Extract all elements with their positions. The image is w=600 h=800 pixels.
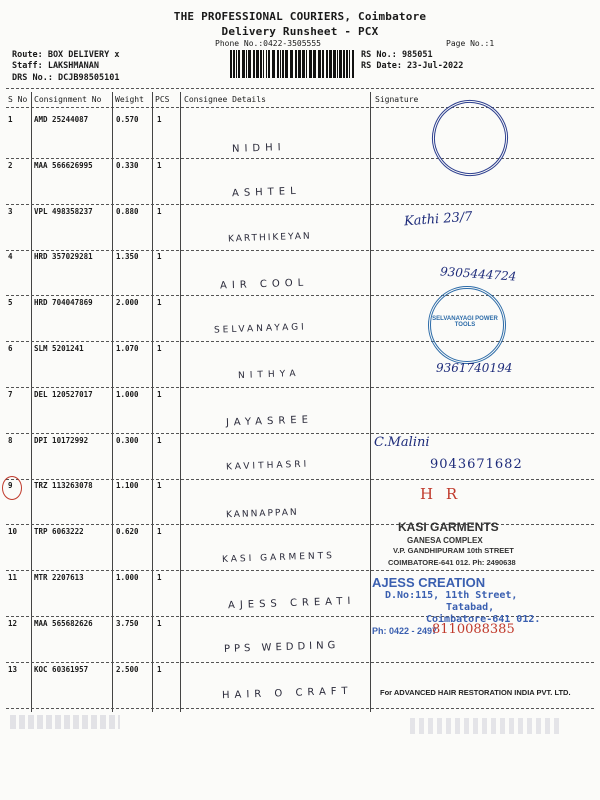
barcode-bar (298, 50, 301, 78)
staff: Staff: LAKSHMANAN (12, 61, 99, 71)
row-weight: 1.000 (116, 390, 139, 399)
consignee-name: SELVANAYAGI (213, 322, 307, 336)
barcode-bar (242, 50, 245, 78)
row-rule (6, 204, 594, 205)
col-divider (112, 92, 113, 712)
row-weight: 1.000 (116, 573, 139, 582)
consignee-name: ASHTEL (231, 185, 301, 200)
row-sno: 7 (8, 390, 13, 399)
barcode-bar (349, 50, 350, 78)
barcode-bar (266, 50, 267, 78)
barcode-bar (268, 50, 270, 78)
barcode-bar (260, 50, 262, 78)
barcode-bar (329, 50, 332, 78)
row-pcs: 1 (157, 573, 162, 582)
row-sno: 10 (8, 527, 18, 536)
runsheet-title: Delivery Runsheet - PCX (221, 25, 379, 38)
barcode-bar (253, 50, 255, 78)
barcode-bar (346, 50, 348, 78)
row-rule (6, 250, 594, 251)
round-stamp (418, 86, 522, 190)
row-pcs: 1 (157, 115, 162, 124)
barcode-bar (277, 50, 279, 78)
barcode-bar (263, 50, 264, 78)
barcode-bar (256, 50, 259, 78)
row-weight: 0.330 (116, 161, 139, 170)
row-weight: 1.350 (116, 252, 139, 261)
barcode-bar (238, 50, 240, 78)
barcode-bar (306, 50, 307, 78)
row-pcs: 1 (157, 390, 162, 399)
barcode (230, 50, 355, 78)
row-consignment: DEL 120527017 (34, 390, 93, 399)
row9-circle-mark (2, 476, 22, 500)
row-sno: 3 (8, 207, 13, 216)
consignee-name: KARTHIKEYAN (227, 231, 312, 245)
rs-date: RS Date: 23-Jul-2022 (361, 61, 464, 71)
barcode-bar (339, 50, 342, 78)
barcode-bar (302, 50, 305, 78)
barcode-bar (337, 50, 338, 78)
kasi-stamp-line: GANESA COMPLEX (407, 536, 483, 545)
consignee-name: HAIR O CRAFT (221, 685, 353, 702)
row-consignment: KOC 60361957 (34, 665, 89, 674)
phone-number: Phone No.:0422-3505555 (215, 39, 321, 48)
signature-row9: H R (420, 485, 462, 503)
row-consignment: AMD 25244087 (34, 115, 89, 124)
barcode-bar (285, 50, 288, 78)
row-rule (6, 387, 594, 388)
barcode-bar (230, 50, 232, 78)
barcode-bar (343, 50, 345, 78)
col-divider (180, 92, 181, 712)
row-consignment: MAA 566626995 (34, 161, 93, 170)
hair-restoration-stamp: For ADVANCED HAIR RESTORATION INDIA PVT. LTD. (380, 688, 571, 697)
barcode-bar (236, 50, 237, 78)
row-weight: 2.000 (116, 298, 139, 307)
col-divider (370, 92, 371, 712)
barcode-bar (233, 50, 235, 78)
row-sno: 5 (8, 298, 13, 307)
row-rule (6, 524, 594, 525)
row-weight: 0.620 (116, 527, 139, 536)
consignee-name: JAYASREE (225, 414, 314, 429)
row-weight: 0.300 (116, 436, 139, 445)
col-signature: Signature (375, 95, 419, 104)
col-divider (152, 92, 153, 712)
kasi-stamp-name: KASI GARMENTS (398, 520, 499, 534)
barcode-bar (248, 50, 251, 78)
barcode-bar (246, 50, 247, 78)
row-sno: 8 (8, 436, 13, 445)
row-rule (6, 295, 594, 296)
row-weight: 0.570 (116, 115, 139, 124)
row-consignment: TRP 6063222 (34, 527, 84, 536)
row-rule (6, 158, 594, 159)
row-pcs: 1 (157, 207, 162, 216)
row-pcs: 1 (157, 619, 162, 628)
consignee-name: AIR COOL (219, 277, 309, 292)
row-rule (6, 662, 594, 663)
row-consignment: HRD 704047869 (34, 298, 93, 307)
barcode-bar (318, 50, 321, 78)
selvanayagi-stamp: SELVANAYAGI POWER TOOLS (432, 316, 498, 328)
barcode-bar (313, 50, 316, 78)
consignee-name: NITHYA (237, 368, 301, 382)
signature-row8-phone: 9043671682 (430, 457, 523, 472)
row-weight: 1.070 (116, 344, 139, 353)
signature-row4: 9305444724 (439, 264, 517, 284)
row-consignment: DPI 10172992 (34, 436, 89, 445)
col-consignment: Consignment No (34, 95, 102, 104)
col-weight: Weight (115, 95, 144, 104)
barcode-bar (333, 50, 336, 78)
barcode-bar (282, 50, 284, 78)
ajess-stamp-line: Coimbatore-641 012. (426, 614, 541, 625)
barcode-bar (352, 50, 354, 78)
col-details: Consignee Details (184, 95, 266, 104)
signature-row8-name: C.Malini (374, 435, 430, 450)
row-pcs: 1 (157, 436, 162, 445)
consignee-name: PPS WEDDING (223, 639, 340, 656)
consignee-name: AJESS CREATI (227, 595, 356, 612)
barcode-bar (326, 50, 328, 78)
row-weight: 3.750 (116, 619, 139, 628)
row-rule (6, 708, 594, 709)
col-pcs: PCS (155, 95, 170, 104)
row-rule (6, 341, 594, 342)
barcode-bar (322, 50, 324, 78)
header-rule (6, 107, 594, 108)
consignee-name: NIDHI (231, 142, 286, 155)
row-pcs: 1 (157, 298, 162, 307)
ajess-stamp-line: D.No:115, 11th Street, (385, 590, 518, 601)
row-weight: 2.500 (116, 665, 139, 674)
row-pcs: 1 (157, 161, 162, 170)
barcode-bar (272, 50, 275, 78)
row-sno: 6 (8, 344, 13, 353)
col-sno: S No (8, 95, 28, 104)
row-pcs: 1 (157, 252, 162, 261)
page-number: Page No.:1 (446, 39, 495, 48)
signature-row12: 8110088385 (432, 622, 515, 637)
barcode-bar (280, 50, 281, 78)
row-pcs: 1 (157, 527, 162, 536)
row-sno: 13 (8, 665, 18, 674)
row-sno: 1 (8, 115, 13, 124)
row-sno: 4 (8, 252, 13, 261)
route: Route: BOX DELIVERY x (12, 50, 120, 60)
row-sno: 2 (8, 161, 13, 170)
company-name: THE PROFESSIONAL COURIERS, Coimbatore (173, 10, 427, 23)
col-divider (31, 92, 32, 712)
consignee-name: KASI GARMENTS (221, 551, 336, 565)
drs-number: DRS No.: DCJB98505101 (12, 73, 120, 83)
row-sno: 9 (8, 481, 13, 490)
signature-row6: 9361740194 (436, 361, 513, 375)
bleed-through-mark (410, 718, 560, 734)
bleed-through-mark (10, 715, 120, 729)
row-consignment: VPL 498358237 (34, 207, 93, 216)
row-consignment: MAA 565682626 (34, 619, 93, 628)
row-pcs: 1 (157, 344, 162, 353)
consignee-name: KANNAPPAN (225, 507, 299, 521)
row-sno: 12 (8, 619, 18, 628)
row-weight: 1.100 (116, 481, 139, 490)
row-rule (6, 479, 594, 480)
kasi-stamp-line: V.P. GANDHIPURAM 10th STREET (393, 546, 514, 555)
table-top-rule (6, 88, 594, 89)
ajess-stamp-line: Tatabad, (446, 602, 495, 613)
row-sno: 11 (8, 573, 18, 582)
ajess-stamp-phone: Ph: 0422 - 2497 (372, 626, 438, 636)
barcode-bar (290, 50, 293, 78)
row-consignment: MTR 2207613 (34, 573, 84, 582)
consignee-name: KAVITHASRI (225, 459, 310, 473)
ajess-stamp-name: AJESS CREATION (372, 575, 486, 590)
row-consignment: TRZ 113263078 (34, 481, 93, 490)
row-rule (6, 570, 594, 571)
barcode-bar (309, 50, 312, 78)
kasi-stamp-line: COIMBATORE-641 012. Ph: 2490638 (388, 558, 516, 567)
row-pcs: 1 (157, 481, 162, 490)
row-pcs: 1 (157, 665, 162, 674)
row-weight: 0.880 (116, 207, 139, 216)
signature-row3: Kathi 23/7 (403, 209, 473, 230)
row-consignment: SLM 5201241 (34, 344, 84, 353)
row-rule (6, 433, 594, 434)
rs-number: RS No.: 985051 (361, 50, 433, 60)
row-consignment: HRD 357029281 (34, 252, 93, 261)
barcode-bar (295, 50, 297, 78)
